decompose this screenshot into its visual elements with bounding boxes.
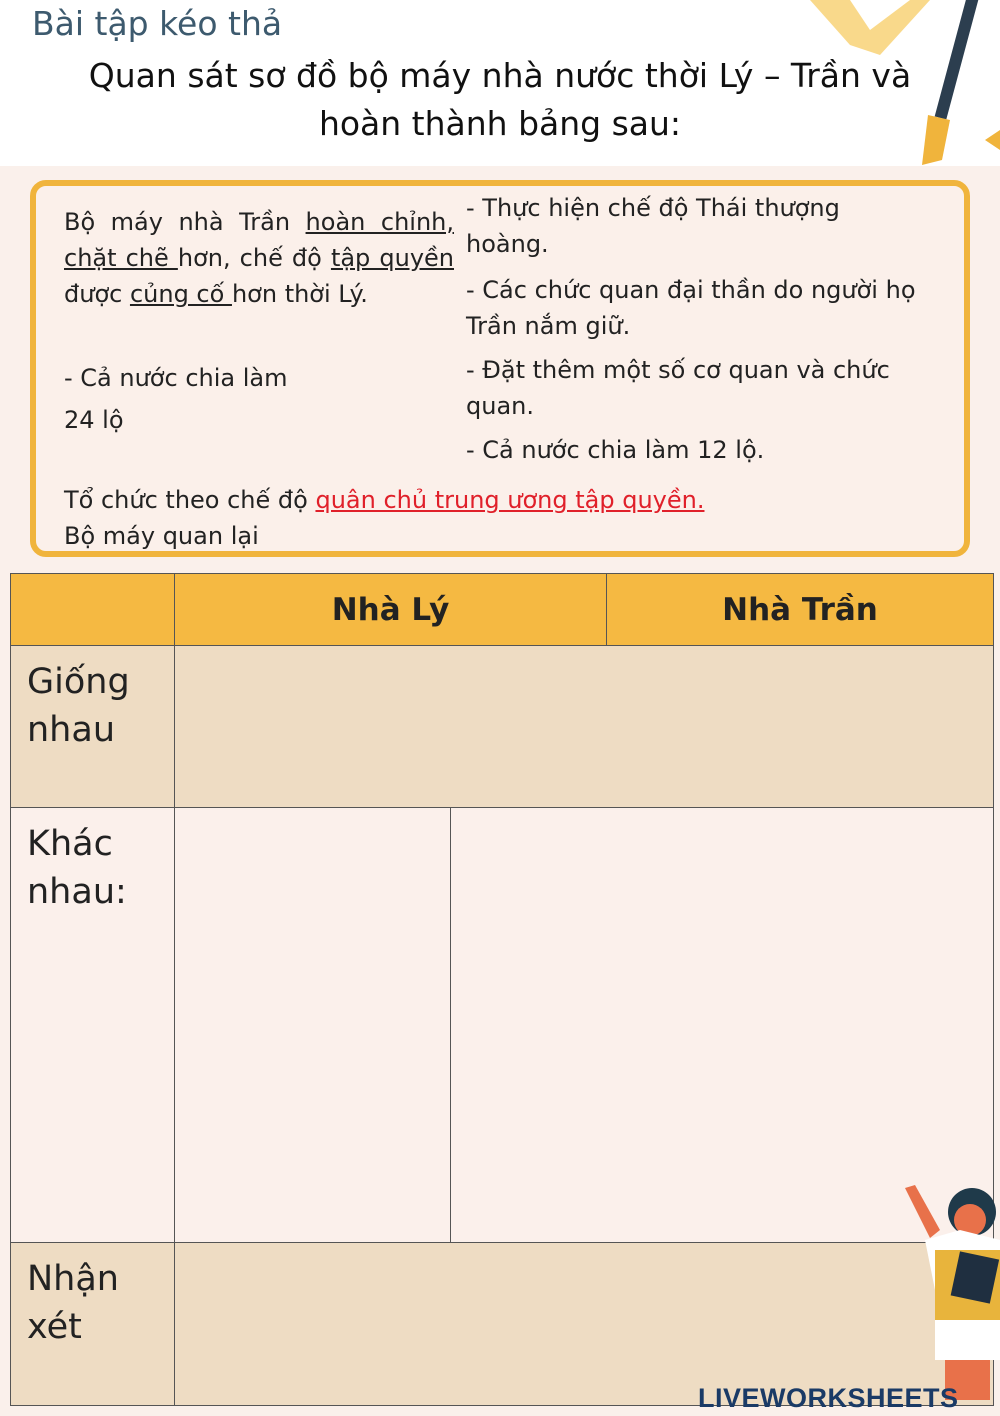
drop-zone-nhan-xet[interactable] [175,1243,993,1405]
option-ca-nuoc-chia-lam[interactable]: - Cả nước chia làm [64,364,288,392]
answer-options-box [30,180,970,557]
title-line-2: hoàn thành bảng sau: [318,104,682,143]
comparison-table [10,573,994,1406]
column-header-nha-ly: Nhà Lý [175,574,607,646]
subtitle: Bài tập kéo thả [32,4,283,43]
drop-zone-giong-nhau[interactable] [175,646,993,808]
drop-zone-khac-nhau-tran[interactable] [451,808,993,1243]
column-header-nha-tran: Nhà Trần [607,574,993,646]
option-bo-may-quan-lai[interactable]: Bộ máy quan lại [64,522,259,550]
row-label-khac-nhau: Khác nhau: [11,808,175,1243]
drop-zone-khac-nhau-ly[interactable] [175,808,451,1243]
row-label-nhan-xet: Nhận xét [11,1243,175,1405]
option-dat-them-co-quan[interactable]: - Đặt thêm một số cơ quan và chức quan. [466,356,890,420]
option-24-lo[interactable]: 24 lộ [64,406,124,434]
option-tran-more-complete[interactable]: Bộ máy nhà Trần hoàn chỉnh, chặt chẽ hơn, chế độ tập quyền được củng cố hơn thời Lý. [64,208,454,308]
header-corner [11,574,175,646]
paintbrush-icon [810,0,1000,170]
student-illustration-icon [900,1180,1000,1416]
option-chuc-quan-ho-tran[interactable]: - Các chức quan đại thần do người họ Trần nắm giữ. [466,276,916,340]
option-thai-thuong-hoang[interactable]: - Thực hiện chế độ Thái thượng hoàng. [466,194,840,258]
option-12-lo[interactable]: - Cả nước chia làm 12 lộ. [466,436,765,464]
row-label-giong-nhau: Giống nhau [11,646,175,808]
option-quan-chu-trung-uong[interactable]: Tổ chức theo chế độ quân chủ trung ương tập quyền. [64,486,705,514]
liveworksheets-logo: LIVEWORKSHEETS [698,1383,959,1413]
title-line-1: Quan sát sơ đồ bộ máy nhà nước thời Lý – Trần và [88,56,912,95]
